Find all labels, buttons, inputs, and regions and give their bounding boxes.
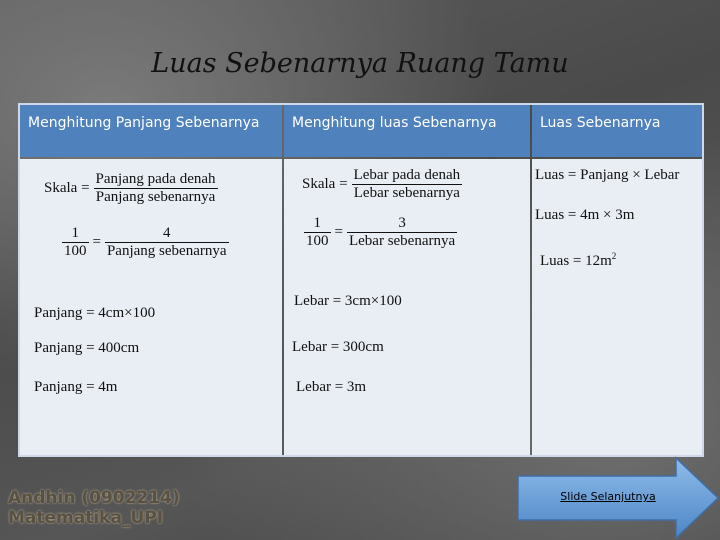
fraction-denominator: 100 (64, 243, 87, 259)
slide-title: Luas Sebenarnya Ruang Tamu (151, 48, 569, 79)
lebar-step-2: Lebar = 300cm (292, 339, 384, 355)
luas-step-2: Luas = 4m × 3m (535, 207, 635, 223)
fraction-denominator: Panjang sebenarnya (95, 189, 216, 205)
luas-sebenarnya-cell (532, 159, 702, 455)
panjang-step-2: Panjang = 400cm (34, 340, 140, 356)
fraction-numerator: 1 (62, 225, 89, 243)
luas-step-3 (540, 251, 616, 270)
real-fraction (347, 215, 457, 250)
superscript: 2 (611, 251, 617, 261)
real-fraction (105, 225, 229, 260)
fraction-numerator: 1 (304, 215, 331, 233)
skala-lebar-formula (302, 167, 462, 202)
lebar-step-1: Lebar = 3cm×100 (294, 293, 402, 309)
panjang-step-3: Panjang = 4m (34, 379, 118, 395)
equals-sign: = (334, 224, 343, 240)
fraction-numerator: 4 (105, 225, 229, 243)
skala-panjang-formula (44, 171, 218, 206)
proportion-lebar (304, 215, 457, 250)
next-slide-link[interactable]: Slide Selanjutnya (560, 490, 656, 503)
skala-fraction (94, 171, 218, 206)
fraction-denominator: Panjang sebenarnya (106, 243, 227, 259)
proportion-panjang (62, 225, 229, 260)
equals-sign: = (92, 234, 101, 250)
fraction-numerator: Panjang pada denah (95, 171, 216, 187)
fraction-numerator: Lebar pada denah (353, 167, 461, 183)
luas-result: Luas = 12m (540, 253, 612, 269)
fraction-denominator: Lebar sebenarnya (353, 185, 460, 201)
panjang-cell (20, 159, 282, 455)
header-luas-sebenarnya: Luas Sebenarnya (532, 105, 702, 157)
panjang-step-1: Panjang = 4cm×100 (34, 305, 156, 321)
luas-cell (284, 159, 530, 455)
author-name: Andhin (0902214) (8, 488, 180, 508)
fraction-numerator: 3 (347, 215, 457, 233)
header-luas: Menghitung luas Sebenarnya (284, 105, 530, 157)
fraction-denominator: Lebar sebenarnya (348, 233, 456, 249)
fraction-denominator: 100 (306, 233, 329, 249)
author-credit (8, 488, 180, 528)
scale-fraction (304, 215, 331, 250)
luas-step-1: Luas = Panjang × Lebar (535, 167, 680, 183)
calculation-table (18, 103, 704, 457)
skala-fraction (352, 167, 463, 202)
author-affiliation: Matematika_UPI (8, 508, 164, 528)
header-panjang: Menghitung Panjang Sebenarnya (20, 105, 282, 157)
skala-label: Skala = (44, 180, 90, 196)
skala-label: Skala = (302, 176, 348, 192)
lebar-step-3: Lebar = 3m (296, 379, 367, 395)
next-slide-button[interactable] (516, 456, 720, 540)
scale-fraction (62, 225, 89, 260)
